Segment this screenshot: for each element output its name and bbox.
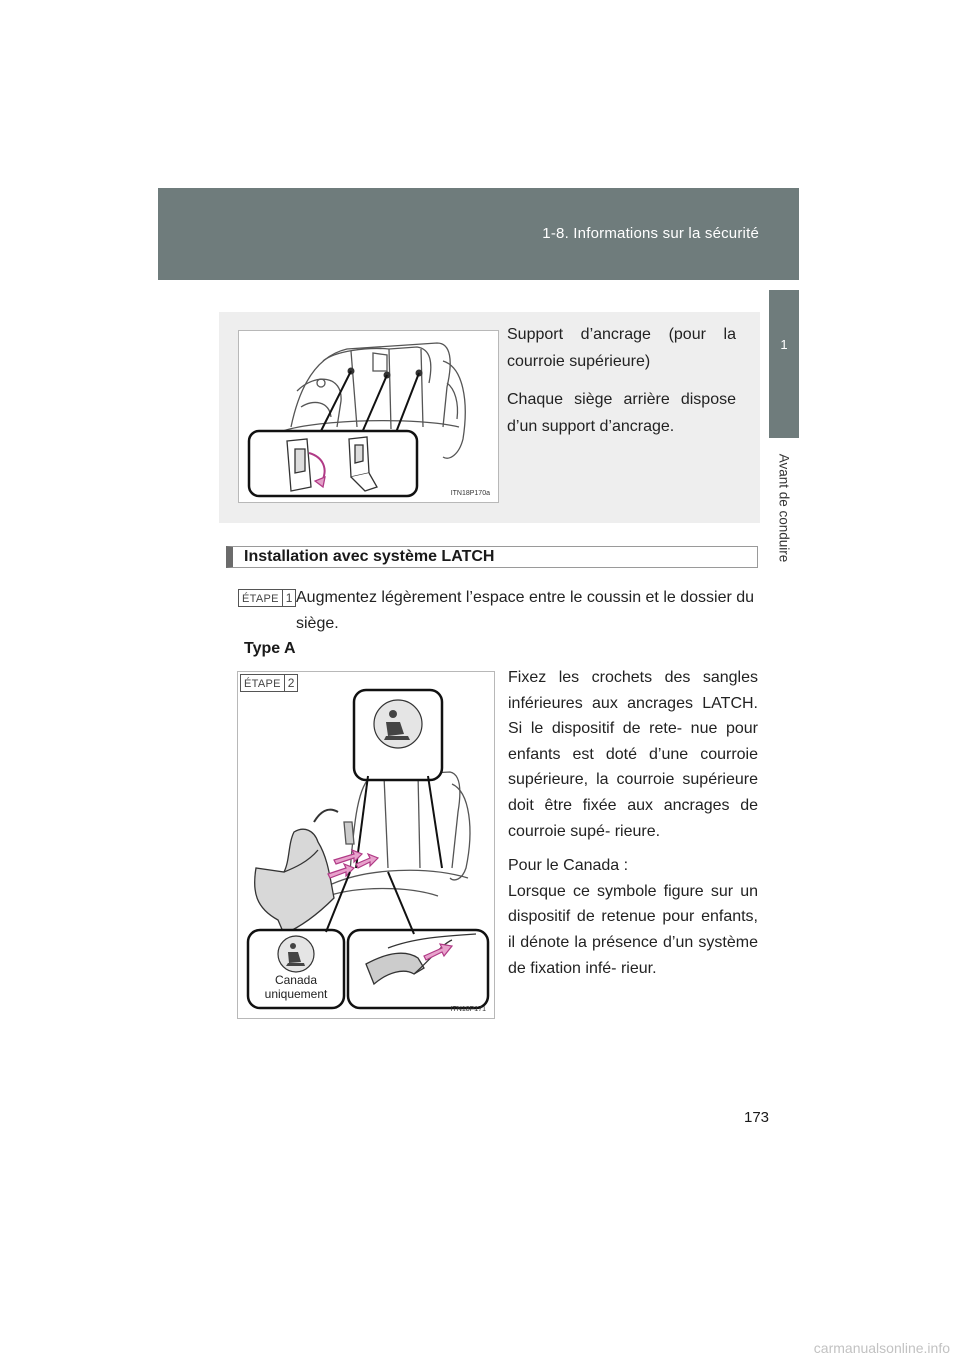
watermark: carmanualsonline.info: [813, 1340, 950, 1356]
anchor-bracket-figure: [238, 330, 499, 503]
chapter-title: Avant de conduire: [776, 453, 792, 563]
step-label: ÉTAPE: [242, 593, 279, 605]
header-band: [158, 188, 799, 280]
step2-paragraph: Pour le Canada :: [508, 857, 629, 875]
latch-installation-illustration: [238, 672, 494, 1018]
step-badge: [240, 674, 298, 692]
canada-label-line1: Canada: [274, 973, 318, 987]
step-label: ÉTAPE: [244, 678, 281, 690]
anchor-paragraph: Support d’ancrage (pour la courroie supérieure): [507, 326, 736, 370]
step2-paragraph: Lorsque ce symbole figure sur un dispositif de retenue pour enfants, il dénote la présence d’un système de fixation infé- rieur.: [508, 882, 758, 977]
latch-figure: [237, 671, 495, 1019]
chapter-tab[interactable]: [769, 290, 799, 438]
anchor-paragraph: Chaque siège arrière dispose d’un support d’ancrage.: [507, 391, 736, 435]
page-number: 173: [744, 1109, 770, 1126]
canada-label-line2: uniquement: [264, 987, 328, 1001]
section-title: 1-8. Informations sur la sécurité: [542, 225, 759, 242]
anchor-description: [507, 321, 736, 451]
step-badge: [238, 589, 296, 607]
anchor-bracket-box: [219, 312, 760, 523]
step-number: 1: [282, 590, 296, 606]
chapter-title-vertical: [771, 446, 797, 576]
section-heading: Installation avec système LATCH: [226, 546, 758, 568]
step-number: 2: [284, 675, 298, 691]
step1-text: Augmentez légèrement l’espace entre le coussin et le dossier du siège.: [296, 589, 755, 632]
rear-seat-anchor-illustration: [239, 331, 498, 502]
chapter-number: 1: [780, 337, 788, 352]
type-label: Type A: [244, 640, 296, 657]
step2-description: [508, 665, 758, 990]
figure-code: ITN18P171: [450, 1006, 486, 1013]
step2-paragraph: Fixez les crochets des sangles inférieures aux ancrages LATCH. Si le dispositif de rete- nue pour enfants est doté d’une courroie supérieure, la courroie supérieure doit être fixée aux ancrages de courroie supé- rieure.: [508, 669, 758, 840]
figure-code: ITN18P170a: [450, 490, 490, 497]
